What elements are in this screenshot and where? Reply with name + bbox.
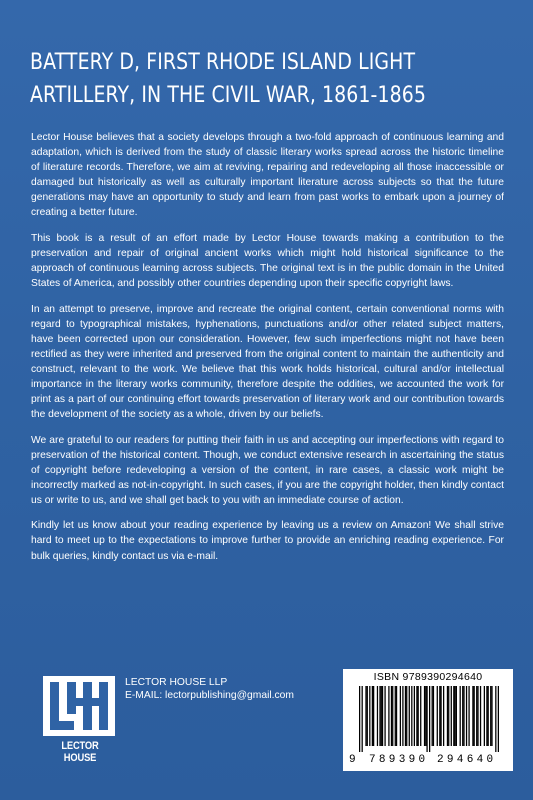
barcode-digits-right: 294640 [437,754,497,766]
lh-monogram-icon [43,676,115,736]
paragraph-4: We are grateful to our readers for putting their faith in us and accepting our imperfections with regard to preservation of the historical content. Though, we conduct extensive research in ascertaining the status of copyright before redeveloping a version of the content, in rare cases, a classic work might be incorrectly marked as not-in-copyright. In such cases, if you are the copyright holder, then kindly contact us or write to us, and we shall get back to you with an immediate course of action. [31,434,504,506]
book-title-line-2: ARTILLERY, IN THE CIVIL WAR, 1861-1865 [30,83,426,108]
paragraph-2: This book is a result of an effort made by Lector House towards making a contribution to the preservation and repair of original ancient works which might hold historical significance to the approach of continuous learning across subjects. The original text is in the public domain in the United States of America, and possibly other countries depending upon their specific copyright laws. [31,232,504,290]
paragraph-3: In an attempt to preserve, improve and recreate the original content, certain conventional norms with regard to typographical mistakes, hyphenations, punctuations and/or other related subject matters, have been corrected upon our consideration. However, few such imperfections might not have been rectified as they were inherited and preserved from the original content to maintain the authenticity and construct, relevant to the work. We believe that this work holds historical, cultural and/or intellectual importance in the literary works community, therefore despite the oddities, we accounted the work for print as a part of our continuing effort towards preservation of literary work and our contribution towards the development of the society as a whole, driven by our beliefs. [31,303,504,421]
paragraph-1: Lector House believes that a society develops through a two-fold approach of continuous learning and adaptation, which is derived from the study of classic literary works spread across the historic timeline of literature records. Therefore, we aim at reviving, repairing and redeveloping all those inaccessible or damaged but historically as well as culturally important literature across subjects so that the future generations may have an opportunity to study and learn from past works to embark upon a journey of creating a better future. [31,132,504,219]
publisher-name: LECTOR HOUSE LLP [125,677,228,688]
lector-house-logo [43,676,115,736]
barcode-digits-left: 789390 [369,754,429,766]
barcode-icon [359,686,499,752]
book-title-line-1: BATTERY D, FIRST RHODE ISLAND LIGHT [30,50,416,75]
publisher-info [125,676,294,702]
book-title [30,46,443,112]
blurb-text [31,130,504,574]
barcode-box [343,669,513,771]
paragraph-5: Kindly let us know about your reading experience by leaving us a review on Amazon! We shall strive hard to meet up to the expectations to improve further to provide an enriching reading experience. For bulk queries, kindly contact us via e-mail. [31,520,504,562]
publisher-email: E-MAIL: lectorpublishing@gmail.com [125,690,294,701]
isbn-label: ISBN 9789390294640 [373,671,483,683]
logo-label: LECTOR HOUSE [61,740,99,764]
barcode-digit-prefix: 9 [349,754,356,766]
